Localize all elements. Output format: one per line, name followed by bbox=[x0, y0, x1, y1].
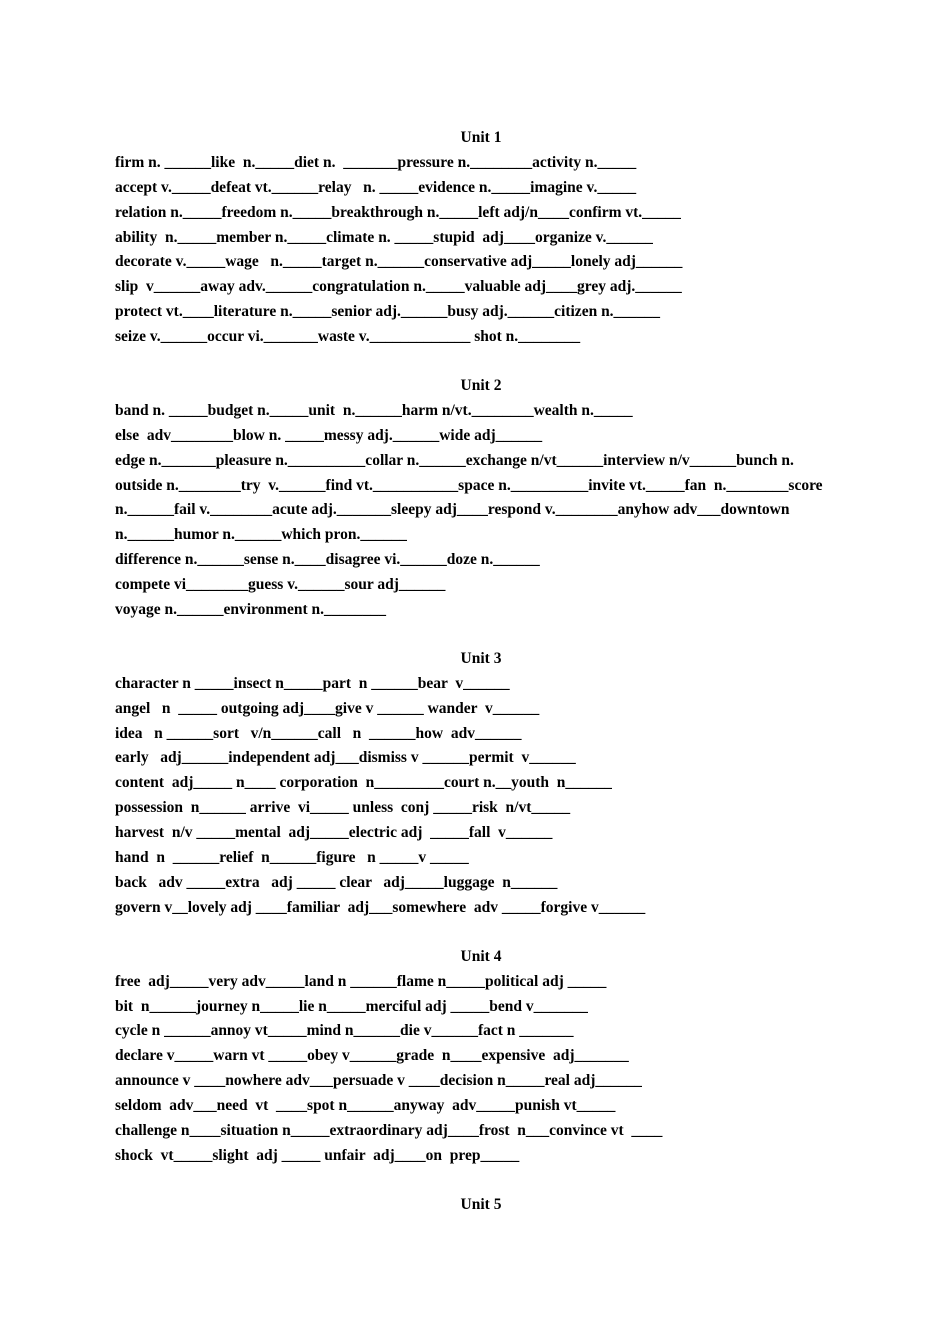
unit-title: Unit 1 bbox=[460, 129, 502, 146]
vocab-line: ability n._____member n._____climate n. _____stupid adj____organize v.______ bbox=[115, 228, 653, 246]
vocab-line: difference n.______sense n.____disagree vi.______doze n.______ bbox=[115, 551, 540, 569]
unit-4-section bbox=[115, 945, 847, 1169]
vocab-line: n.______humor n.______which pron.______ bbox=[115, 526, 407, 544]
vocab-line: back adv _____extra adj _____ clear adj_____luggage n______ bbox=[115, 873, 558, 891]
vocab-line: voyage n.______environment n.________ bbox=[115, 601, 386, 619]
vocab-line: n.______fail v.________acute adj._______sleepy adj____respond v.________anyhow adv___downtown bbox=[115, 501, 790, 519]
vocab-line: cycle n ______annoy vt_____mind n______die v______fact n _______ bbox=[115, 1022, 574, 1040]
unit-1-section bbox=[115, 126, 847, 350]
vocab-line: character n _____insect n_____part n ______bear v______ bbox=[115, 674, 510, 692]
unit-3-section bbox=[115, 647, 847, 921]
vocab-line: seize v.______occur vi._______waste v._____________ shot n.________ bbox=[115, 328, 581, 346]
vocab-line: outside n.________try v.______find vt.___________space n.__________invite vt._____fan n.________score bbox=[115, 476, 823, 494]
vocab-line: govern v__lovely adj ____familiar adj___somewhere adv _____forgive v______ bbox=[115, 898, 646, 916]
vocab-line: declare v_____warn vt _____obey v______grade n____expensive adj_______ bbox=[115, 1047, 629, 1065]
vocab-line: challenge n____situation n_____extraordinary adj____frost n___convince vt ____ bbox=[115, 1121, 663, 1139]
vocabulary-worksheet bbox=[115, 126, 847, 1218]
vocab-line: announce v ____nowhere adv___persuade v ____decision n_____real adj______ bbox=[115, 1072, 642, 1090]
vocab-line: angel n _____ outgoing adj____give v ______ wander v______ bbox=[115, 699, 540, 717]
vocab-line: early adj______independent adj___dismiss v ______permit v______ bbox=[115, 749, 576, 767]
vocab-line: shock vt_____slight adj _____ unfair adj____on prep_____ bbox=[115, 1146, 520, 1164]
vocab-line: harvest n/v _____mental adj_____electric adj _____fall v______ bbox=[115, 824, 553, 842]
vocab-line: hand n ______relief n______figure n _____v _____ bbox=[115, 849, 469, 867]
vocab-line: content adj_____ n____ corporation n_________court n.__youth n______ bbox=[115, 774, 612, 792]
vocab-line: free adj_____very adv_____land n ______flame n_____political adj _____ bbox=[115, 972, 607, 990]
vocab-line: protect vt.____literature n._____senior adj.______busy adj.______citizen n.______ bbox=[115, 303, 661, 321]
vocab-line: slip v______away adv.______congratulation n._____valuable adj____grey adj.______ bbox=[115, 278, 682, 296]
vocab-line: possession n______ arrive vi_____ unless conj _____risk n/vt_____ bbox=[115, 799, 571, 817]
vocab-line: relation n._____freedom n._____breakthrough n._____left adj/n____confirm vt._____ bbox=[115, 203, 681, 221]
vocab-line: decorate v._____wage n._____target n.______conservative adj_____lonely adj______ bbox=[115, 253, 683, 271]
vocab-line: bit n______journey n_____lie n_____merciful adj _____bend v_______ bbox=[115, 997, 588, 1015]
unit-5-section bbox=[115, 1193, 847, 1218]
vocab-line: band n. _____budget n._____unit n.______harm n/vt.________wealth n._____ bbox=[115, 401, 633, 419]
vocab-line: edge n._______pleasure n.__________collar n.______exchange n/vt______interview n/v______bunch n. bbox=[115, 451, 794, 469]
vocab-line: seldom adv___need vt ____spot n______anyway adv_____punish vt_____ bbox=[115, 1097, 616, 1115]
vocab-line: firm n. ______like n._____diet n. _______pressure n.________activity n._____ bbox=[115, 153, 637, 171]
unit-title: Unit 4 bbox=[460, 947, 502, 965]
unit-2-section bbox=[115, 374, 847, 623]
vocab-line: accept v._____defeat vt.______relay n. _____evidence n._____imagine v._____ bbox=[115, 178, 637, 196]
vocab-line: else adv________blow n. _____messy adj.______wide adj______ bbox=[115, 426, 543, 444]
unit-title: Unit 3 bbox=[460, 649, 502, 667]
unit-title: Unit 5 bbox=[460, 1195, 502, 1213]
vocab-line: idea n ______sort v/n______call n ______how adv______ bbox=[115, 724, 522, 742]
vocab-line: compete vi________guess v.______sour adj______ bbox=[115, 576, 446, 594]
unit-title: Unit 2 bbox=[460, 377, 502, 395]
